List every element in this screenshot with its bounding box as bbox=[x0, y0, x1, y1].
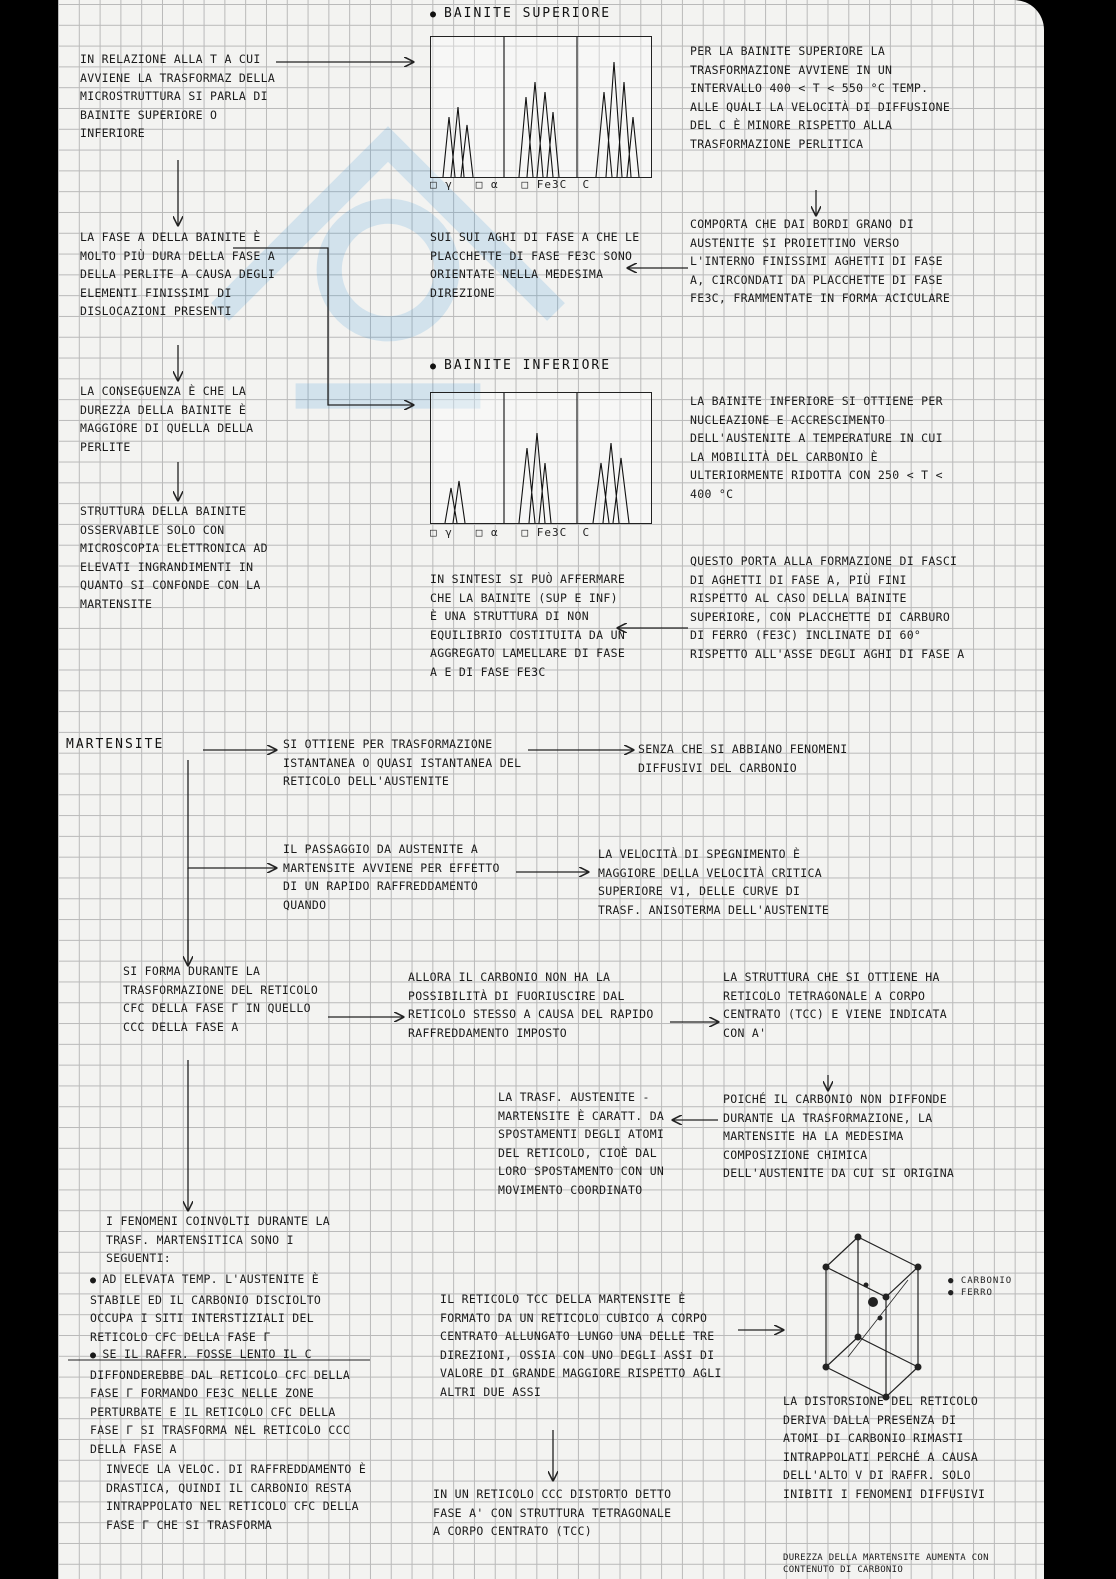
note-martensite-hardness: DUREZZA DELLA MARTENSITE AUMENTA CON CONTENUTO DI CARBONIO bbox=[783, 1553, 989, 1575]
note-martensite-rapid-cooling: IL PASSAGGIO DA AUSTENITE A MARTENSITE AVVIENE PER EFFETTO DI UN RAPIDO RAFFREDDAMENTO QUANDO bbox=[283, 842, 500, 912]
legend-c: C bbox=[582, 526, 591, 539]
note-martensite-phenomenon-3: INVECE LA VELOC. DI RAFFREDDAMENTO È DRASTICA, QUINDI IL CARBONIO RESTA INTRAPPOLATO NEL RETICOLO CFC DELLA FASE Γ CHE SI TRASFORMA bbox=[106, 1462, 367, 1532]
bainite-inferiore-title: ● BAINITE INFERIORE bbox=[430, 358, 611, 373]
note-bainite-inf-range: LA BAINITE INFERIORE SI OTTIENE PER NUCLEAZIONE E ACCRESCIMENTO DELL'AUSTENITE A TEMPERATURE IN CUI LA MOBILITÀ DEL CARBONIO È ULTERIORMENTE RIDOTTA CON 250 < T < 400 °C bbox=[690, 394, 943, 501]
legend-carbon: ● CARBONIO bbox=[948, 1276, 1013, 1286]
martensite-title: MARTENSITE bbox=[66, 737, 165, 752]
note-martensite-carbon-trapped: ALLORA IL CARBONIO NON HA LA POSSIBILITÀ DI FUORIUSCIRE DAL RETICOLO STESSO A CAUSA DEL RAPIDO RAFFREDDAMENTO IMPOSTO bbox=[408, 970, 654, 1040]
legend-gamma: □ γ bbox=[430, 178, 453, 191]
note-bainite-summary: IN SINTESI SI PUÒ AFFERMARE CHE LA BAINITE (SUP E INF) È UNA STRUTTURA DI NON EQUILIBRIO COSTITUITA DA UN AGGREGATO LAMELLARE DI FASE Α E DI FASE FE3C bbox=[430, 572, 626, 679]
bainite-superiore-title: ● BAINITE SUPERIORE bbox=[430, 6, 611, 21]
tcc-legend bbox=[948, 1275, 1038, 1299]
bainite-superiore-sketch bbox=[431, 37, 651, 177]
note-martensite-phenomenon-2: ● SE IL RAFFR. FOSSE LENTO IL C DIFFONDEREBBE DAL RETICOLO CFC DELLA FASE Γ FORMANDO FE3C NELLE ZONE PERTURBATE E IL RETICOLO CFC DELLA FASE Γ SI TRASFORMA NEL RETICOLO CCC DELLA FASE Α bbox=[90, 1345, 370, 1458]
note-bainite-observation: STRUTTURA DELLA BAINITE OSSERVABILE SOLO CON MICROSCOPIA ELETTRONICA AD ELEVATI INGRANDIMENTI IN QUANTO SI CONFONDE CON LA MARTENSITE bbox=[80, 504, 268, 611]
notebook-page bbox=[58, 0, 1044, 1579]
note-martensite-definition: SI OTTIENE PER TRASFORMAZIONE ISTANTANEA O QUASI ISTANTANEA DEL RETICOLO DELL'AUSTENITE bbox=[283, 737, 522, 788]
legend-iron: ● FERRO bbox=[948, 1288, 993, 1298]
tcc-lattice-sketch bbox=[826, 1237, 918, 1397]
note-martensite-phenomena-intro: I FENOMENI COINVOLTI DURANTE LA TRASF. MARTENSITICA SONO I SEGUENTI: bbox=[106, 1214, 330, 1265]
note-martensite-no-diffusion: SENZA CHE SI ABBIANO FENOMENI DIFFUSIVI DEL CARBONIO bbox=[638, 742, 848, 775]
note-bainite-hardness-cause: LA FASE Α DELLA BAINITE È MOLTO PIÙ DURA DELLA FASE Α DELLA PERLITE A CAUSA DEGLI ELEMENTI FINISSIMI DI DISLOCAZIONI PRESENTI bbox=[80, 230, 276, 318]
note-martensite-phenomenon-1: ● AD ELEVATA TEMP. L'AUSTENITE È STABILE ED IL CARBONIO DISCIOLTO OCCUPA I SITI INTERSTIZIALI DEL RETICOLO CFC DELLA FASE Γ bbox=[90, 1270, 370, 1346]
legend-c: C bbox=[582, 178, 591, 191]
bainite-inferiore-diagram bbox=[430, 392, 652, 524]
legend-fe3c: □ Fe3C bbox=[521, 526, 568, 539]
note-bainite-sup-needles: COMPORTA CHE DAI BORDI GRANO DI AUSTENITE SI PROIETTINO VERSO L'INTERNO FINISSIMI AGHETTI DI FASE Α, CIRCONDATI DA PLACCHETTE DI FASE FE3C, FRAMMENTATE IN FORMA ACICULARE bbox=[690, 217, 951, 305]
note-martensite-tcc: LA STRUTTURA CHE SI OTTIENE HA RETICOLO TETRAGONALE A CORPO CENTRATO (TCC) E VIENE INDICATA CON Α' bbox=[723, 970, 947, 1040]
note-bainite-hardness-consequence: LA CONSEGUENZA È CHE LA DUREZZA DELLA BAINITE È MAGGIORE DI QUELLA DELLA PERLITE bbox=[80, 384, 254, 454]
legend-gamma: □ γ bbox=[430, 526, 453, 539]
bainite-inferiore-sketch bbox=[431, 393, 651, 523]
note-bainite-sup-range: PER LA BAINITE SUPERIORE LA TRASFORMAZIONE AVVIENE IN UN INTERVALLO 400 < T < 550 °C TEMP. ALLE QUALI LA VELOCITÀ DI DIFFUSIONE DEL C È MINORE RISPETTO ALLA TRASFORMAZIONE PERLITICA bbox=[690, 44, 951, 151]
note-martensite-distortion: LA DISTORSIONE DEL RETICOLO DERIVA DALLA PRESENZA DI ATOMI DI CARBONIO RIMASTI INTRAPPOLATI PERCHÉ A CAUSA DELL'ALTO V DI RAFFR. SOLO INIBITI I FENOMENI DIFFUSIVI bbox=[783, 1394, 986, 1501]
note-bainite-intro: IN RELAZIONE ALLA T A CUI AVVIENE LA TRASFORMAZ DELLA MICROSTRUTTURA SI PARLA DI BAINITE SUPERIORE O INFERIORE bbox=[80, 52, 276, 140]
bainite-superiore-legend bbox=[430, 178, 590, 191]
bainite-superiore-diagram bbox=[430, 36, 652, 178]
legend-alpha: □ α bbox=[475, 526, 499, 539]
note-martensite-lattice-transform: SI FORMA DURANTE LA TRASFORMAZIONE DEL RETICOLO CFC DELLA FASE Γ IN QUELLO CCC DELLA FASE Α bbox=[123, 964, 319, 1034]
note-bainite-sup-orientation: SUI SUI AGHI DI FASE Α CHE LE PLACCHETTE DI FASE FE3C SONO ORIENTATE NELLA MEDESIMA DIREZIONE bbox=[430, 230, 640, 300]
note-martensite-tcc-structure: IL RETICOLO TCC DELLA MARTENSITE È FORMATO DA UN RETICOLO CUBICO A CORPO CENTRATO ALLUNGATO LUNGO UNA DELLE TRE DIREZIONI, OSSIA CON UNO DEGLI ASSI DI VALORE DI GRANDE MAGGIORE RISPETTO AGLI ALTRI DUE ASSI bbox=[440, 1292, 722, 1399]
bainite-inferiore-legend bbox=[430, 526, 590, 539]
note-martensite-atom-shift: LA TRASF. AUSTENITE - MARTENSITE È CARATT. DA SPOSTAMENTI DEGLI ATOMI DEL RETICOLO, CIOÈ DAL LORO SPOSTAMENTO CON UN MOVIMENTO COORDINATO bbox=[498, 1090, 665, 1197]
note-martensite-critical-speed: LA VELOCITÀ DI SPEGNIMENTO È MAGGIORE DELLA VELOCITÀ CRITICA SUPERIORE V1, DELLE CURVE DI TRASF. ANISOTERMA DELL'AUSTENITE bbox=[598, 847, 830, 917]
note-martensite-composition: POICHÉ IL CARBONIO NON DIFFONDE DURANTE LA TRASFORMAZIONE, LA MARTENSITE HA LA MEDESIMA COMPOSIZIONE CHIMICA DELL'AUSTENITE DA CUI SI ORIGINA bbox=[723, 1092, 955, 1180]
legend-fe3c: □ Fe3C bbox=[521, 178, 568, 191]
note-martensite-distorted-lattice: IN UN RETICOLO CCC DISTORTO DETTO FASE Α' CON STRUTTURA TETRAGONALE A CORPO CENTRATO (TCC) bbox=[433, 1487, 672, 1538]
note-bainite-inf-needles: QUESTO PORTA ALLA FORMAZIONE DI FASCI DI AGHETTI DI FASE Α, PIÙ FINI RISPETTO AL CASO DELLA BAINITE SUPERIORE, CON PLACCHETTE DI CARBURO DI FERRO (FE3C) INCLINATE DI 60° RISPETTO ALL'ASSE DEGLI AGHI DI FASE Α bbox=[690, 554, 965, 661]
legend-alpha: □ α bbox=[475, 178, 499, 191]
